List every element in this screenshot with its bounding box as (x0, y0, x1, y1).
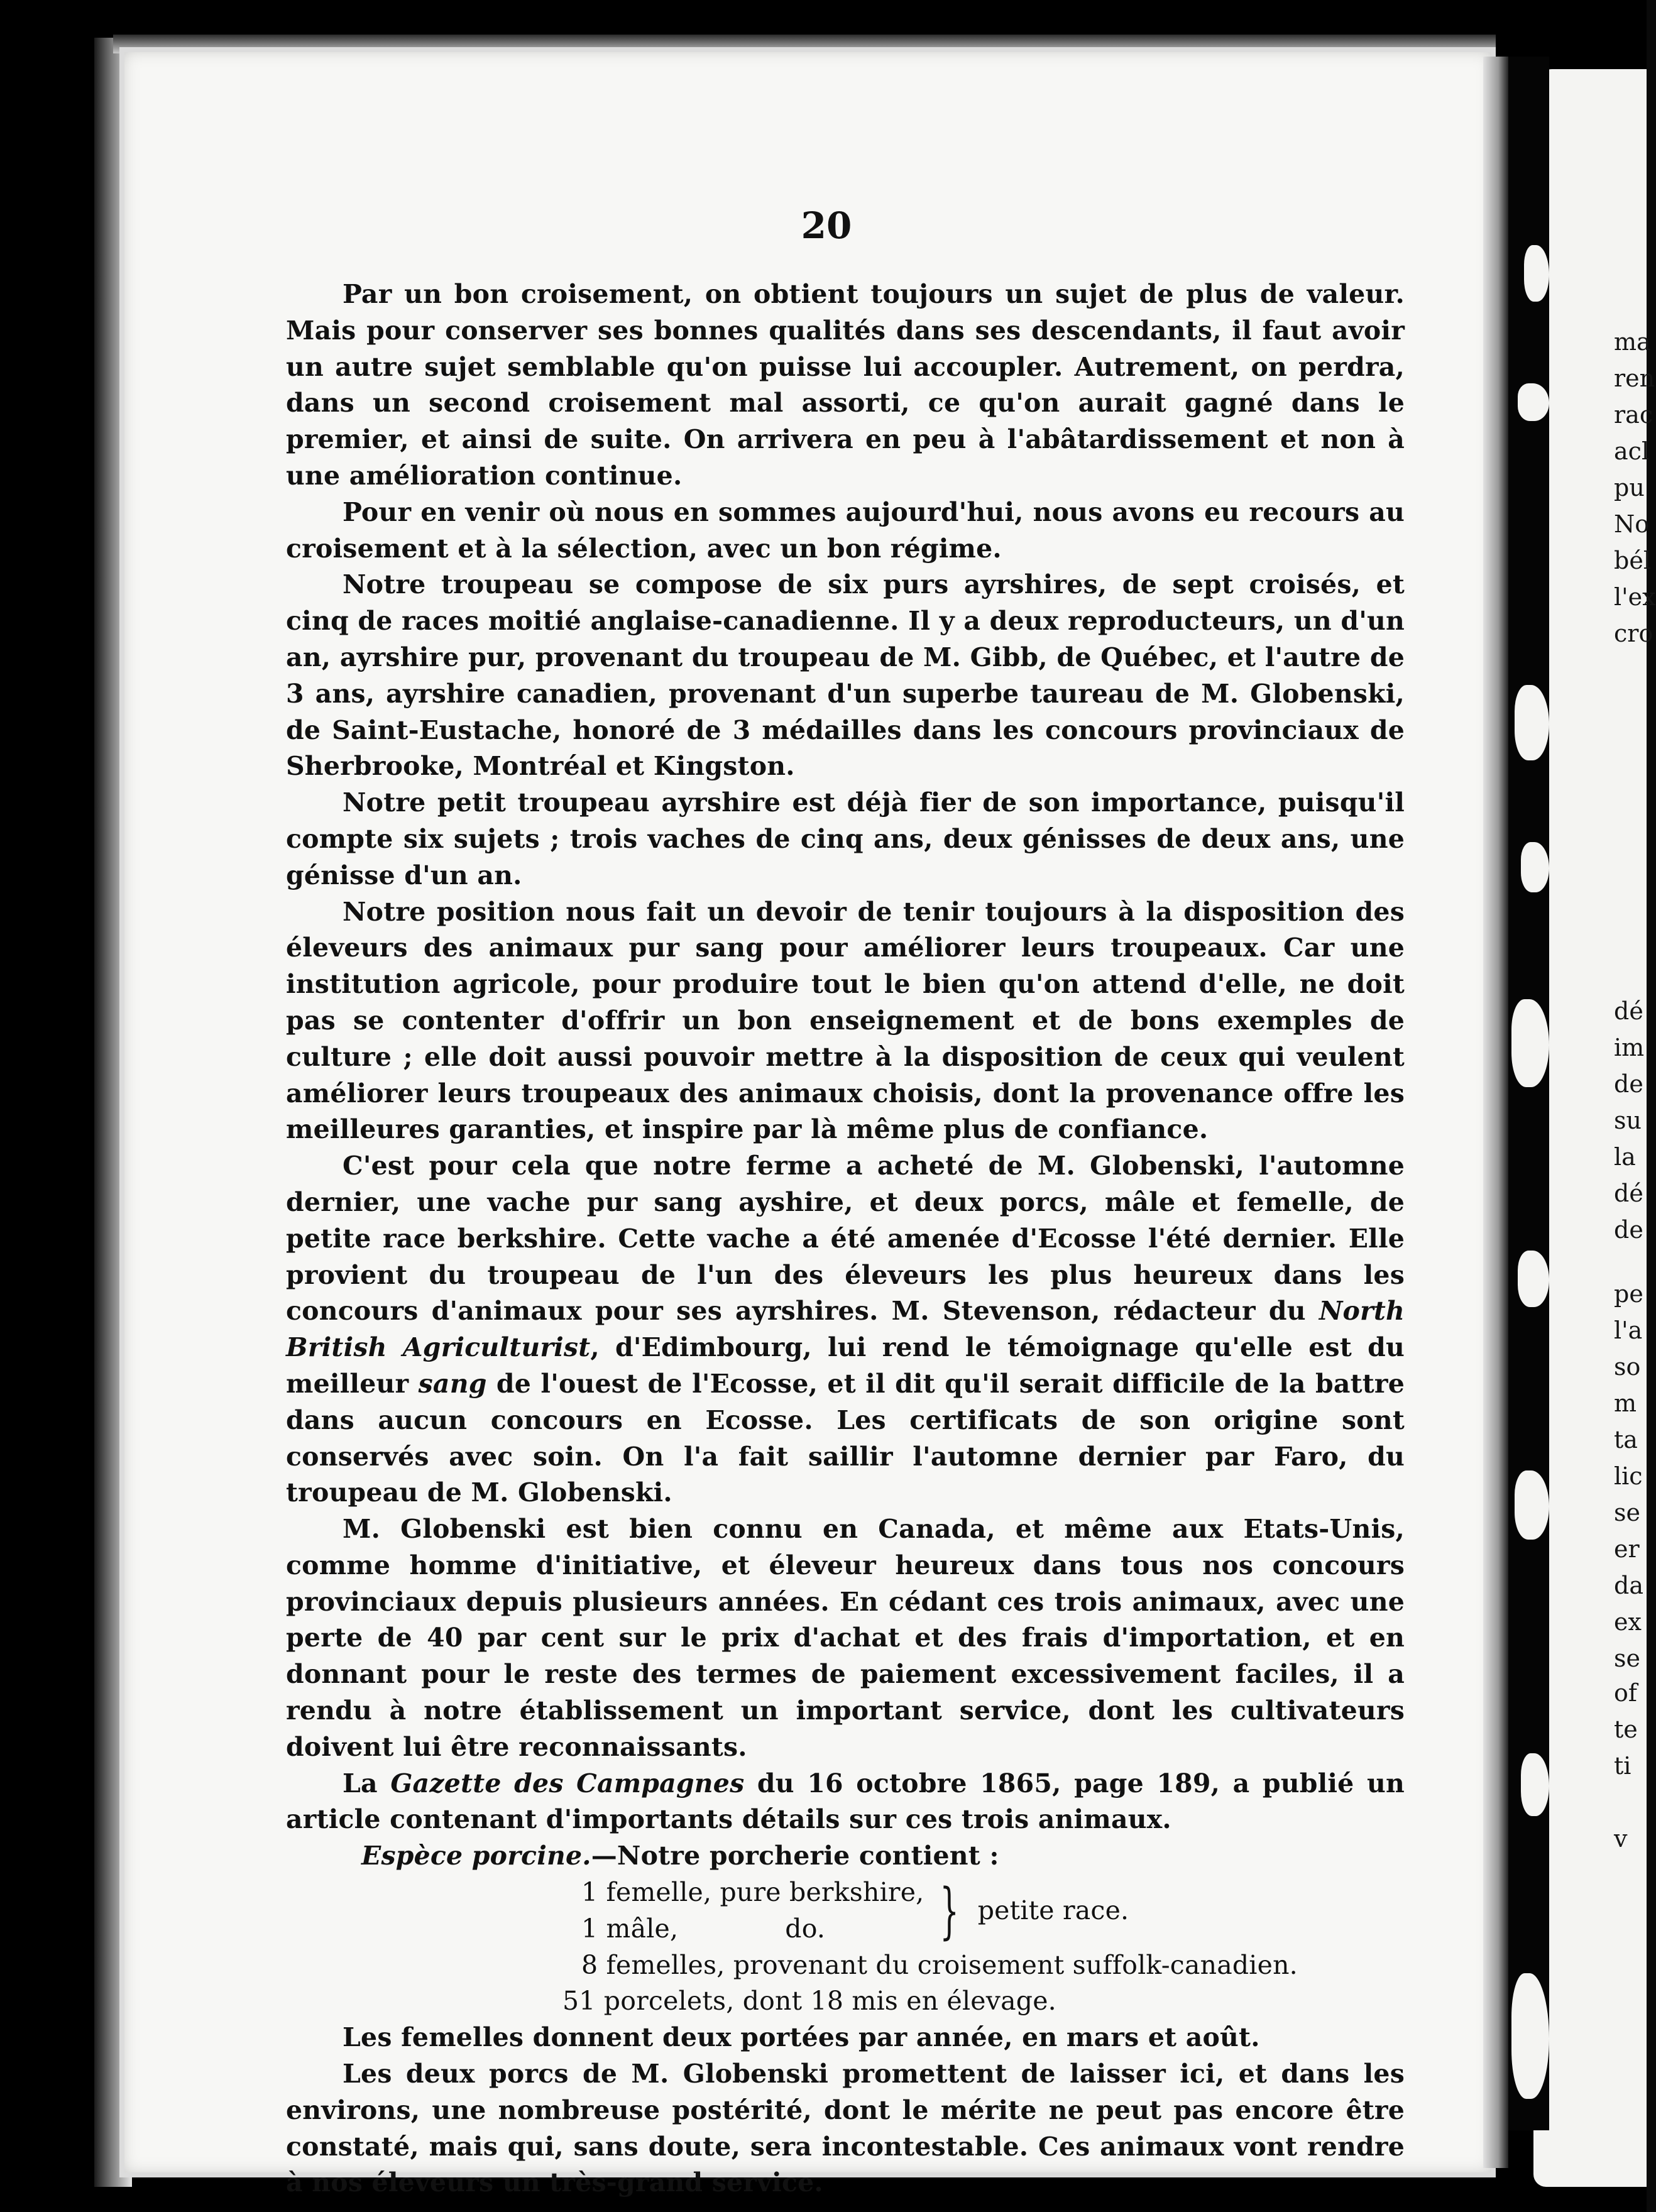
facing-fragment: ren (1614, 364, 1655, 392)
body-text (286, 276, 1405, 2201)
facing-fragment: ta (1614, 1426, 1638, 1454)
paragraph-7: M. Globenski est bien connu en Canada, et même aux Etats-Unis, comme homme d'initiative, et éleveur heureux dans tous nos concours provinciaux depuis plusieurs années. En cédant ces trois animaux, avec une perte de 40 par cent sur le prix d'achat et des frais d'importation, et en donnant pour le reste des termes de paiement excessivement faciles, il a rendu à notre établissement un important service, dont les cultivateurs doivent lui être reconnaissants. (286, 1514, 1405, 1762)
paragraph-3: Notre troupeau se compose de six purs ayrshires, de sept croisés, et cinq de races moitié anglaise-canadienne. Il y a deux reproducteurs, un d'un an, ayrshire pur, provenant du troupeau de M. Gibb, de Québec, et l'autre de 3 ans, ayrshire canadien, provenant d'un superbe taureau de M. Globenski, de Saint-Eustache, honoré de 3 médailles dans les concours provinciaux de Sherbrooke, Montréal et Kingston. (286, 569, 1405, 782)
facing-fragment: m (1614, 1389, 1637, 1417)
page-number: 20 (801, 204, 852, 247)
facing-fragment: of (1614, 1679, 1637, 1707)
facing-fragment: cro (1614, 620, 1653, 647)
section-heading: Espèce porcine. (361, 1841, 591, 1871)
paragraph-8 (286, 1766, 1405, 1839)
facing-fragment: pe (1614, 1280, 1643, 1308)
paragraph-9-text: —Notre porcherie contient : (591, 1841, 999, 1871)
list-item-2 (581, 1911, 924, 1947)
paragraph-6-text-a: C'est pour cela que notre ferme a acheté de M. Globenski, l'automne dernier, une vache pur sang ayshire, et deux porcs, mâle et femelle, de petite race berkshire. Cette vache a été amenée d'Ecosse l'été dernier. Elle provient du troupeau de l'un des éleveurs les plus heureux dans les concours d'animaux pour ses ayrshires. M. Stevenson, rédacteur du (286, 1151, 1405, 1327)
list-item-2-ditto: do. (785, 1913, 826, 1944)
facing-fragment: se (1614, 1499, 1640, 1526)
facing-fragment: er (1614, 1535, 1640, 1563)
brace-label: petite race. (977, 1895, 1129, 1925)
paragraph-11: Les deux porcs de M. Globenski promettent de laisser ici, et dans les environs, une nombreuse postérité, dont le mérite ne peut pas encore être constaté, mais qui, sans doute, sera incontestable. Ces animaux vont rendre à nos éleveurs un très-grand service. (286, 2059, 1405, 2198)
facing-fragment: im (1614, 1034, 1645, 1061)
paragraph-6-text-e: de l'ouest de l'Ecosse, et il dit qu'il serait difficile de la battre dans aucun concours en Ecosse. Les certificats de son origine sont conservés avec soin. On l'a fait saillir l'automne dernier par Faro, du troupeau de M. Globenski. (286, 1368, 1405, 1508)
facing-fragment: lic (1614, 1462, 1643, 1490)
facing-fragment: de (1614, 1070, 1643, 1098)
paragraph-10: Les femelles donnent deux portées par année, en mars et août. (343, 2022, 1260, 2053)
paragraph-6-text-c: , d'Edimbourg, lui rend le témoignage qu'elle est du meilleur (286, 1332, 1405, 1399)
list-item-3: 8 femelles, provenant du croisement suffolk-canadien. (581, 1949, 1298, 1980)
facing-fragment: dé (1614, 1180, 1643, 1207)
gazette-title: Gazette des Campagnes (390, 1768, 745, 1799)
facing-fragment: la (1614, 1143, 1636, 1171)
facing-fragment: so (1614, 1353, 1641, 1381)
paragraph-5: Notre position nous fait un devoir de tenir toujours à la disposition des éleveurs des animaux pur sang pour améliorer leurs troupeaux. Car une institution agricole, pour produire tout le bien qu'on attend d'elle, ne doit pas se contenter d'offrir un bon enseignement et de bons exemples de culture ; elle doit aussi pouvoir mettre à la disposition de ceux qui veulent améliorer leurs troupeaux des animaux choisis, dont la provenance offre les meilleures garanties, et inspire par là même plus de confiance. (286, 896, 1405, 1145)
facing-fragment: ex (1614, 1608, 1642, 1636)
facing-fragment (1614, 1784, 1652, 1821)
list-brace-group (581, 1875, 1405, 1947)
facing-fragment: l'ex (1614, 583, 1656, 611)
facing-fragment: su (1614, 1107, 1642, 1134)
facing-fragment: da (1614, 1572, 1643, 1599)
journal-title: North British Agriculturist (286, 1296, 1405, 1363)
facing-page-fragments-low (1614, 1276, 1652, 1677)
page-edge-right (1483, 57, 1508, 2168)
facing-fragment: bél (1614, 547, 1651, 574)
paragraph-8-text-c: du 16 octobre 1865, page 189, a publié un article contenant d'importants détails sur ces trois animaux. (286, 1768, 1405, 1835)
list-item-2-label: 1 mâle, (581, 1913, 679, 1944)
paragraph-2: Pour en venir où nous en sommes aujourd'hui, nous avons eu recours au croisement et à la sélection, avec un bon régime. (286, 496, 1405, 564)
facing-fragment: l'a (1614, 1317, 1643, 1344)
binding-gutter (1505, 57, 1549, 2130)
facing-page-fragments-mid (1614, 993, 1652, 1248)
livestock-list (286, 1875, 1405, 2020)
paragraph-4: Notre petit troupeau ayrshire est déjà fier de son importance, puisqu'il compte six sujets ; trois vaches de cinq ans, deux génisses de deux ans, une génisse d'un an. (286, 787, 1405, 890)
facing-fragment: No (1614, 510, 1650, 538)
facing-fragment: se (1614, 1645, 1640, 1672)
paragraph-6 (286, 1148, 1405, 1511)
list-item-4: 51 porcelets, dont 18 mis en élevage. (562, 1986, 1056, 2017)
list-item-1: 1 femelle, pure berkshire, (581, 1877, 924, 1908)
brace-symbol: } (940, 1875, 960, 1946)
facing-fragment: v (1614, 1825, 1628, 1853)
facing-page-fragments-top (1614, 324, 1656, 652)
facing-fragment: rac (1614, 401, 1653, 429)
facing-fragment: de (1614, 1216, 1643, 1244)
facing-fragment: ma (1614, 328, 1651, 356)
paragraph-1: Par un bon croisement, on obtient toujours un sujet de plus de valeur. Mais pour conserver ses bonnes qualités dans ses descendants, il faut avoir un autre sujet semblable qu'on puisse lui accoupler. Autrement, on perdra, dans un second croisement mal assorti, ce qu'on aurait gagné dans le premier, et ainsi de suite. On arrivera en peu à l'abâtardissement et non à une amélioration continue. (286, 279, 1405, 491)
facing-fragment: dé (1614, 997, 1643, 1025)
facing-fragment: acl (1614, 437, 1650, 465)
facing-fragment: te (1614, 1716, 1638, 1743)
paragraph-8-text-a: La (343, 1768, 391, 1799)
facing-fragment: ti (1614, 1752, 1631, 1780)
facing-fragment: pu (1614, 474, 1645, 501)
emphasis-sang: sang (418, 1368, 487, 1399)
paragraph-9 (286, 1838, 1405, 1875)
facing-page-fragments-bottom (1614, 1675, 1652, 1857)
